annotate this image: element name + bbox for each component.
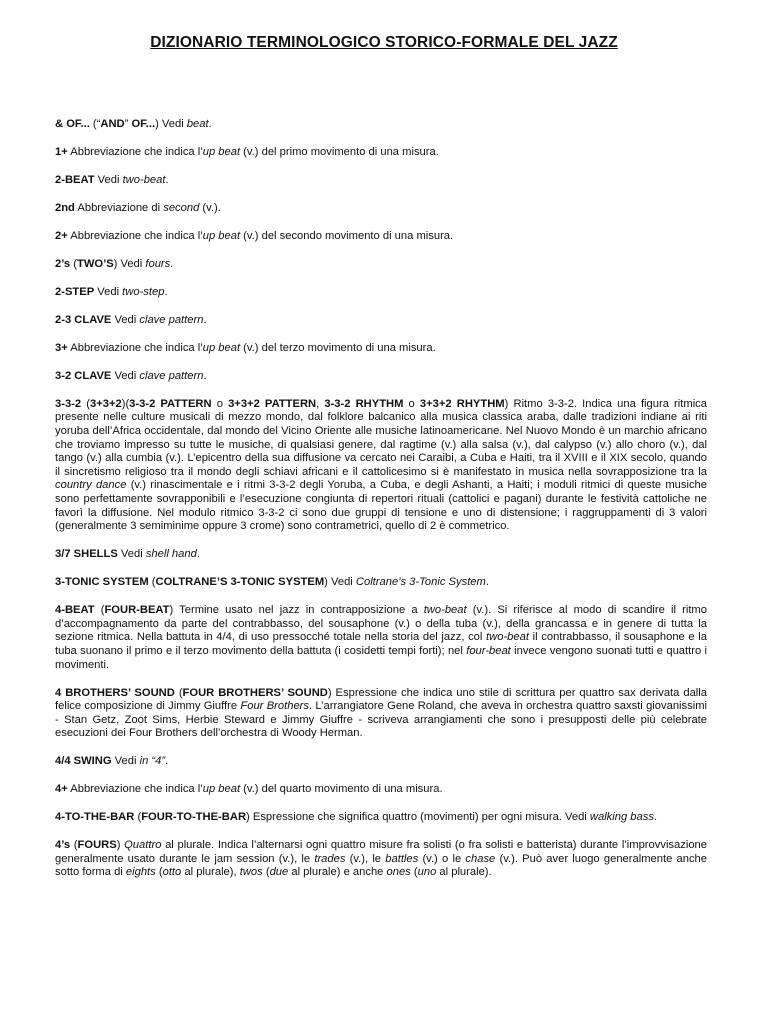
entry-reference: four-beat (466, 644, 511, 657)
entry-text: (v.) o le (418, 852, 466, 865)
entry-text: ( (410, 866, 418, 879)
entry-text: . (165, 755, 169, 768)
entry-term: 4+ (55, 783, 68, 796)
glossary-entry (55, 839, 707, 880)
entry-text: . (203, 369, 207, 382)
entry-reference: chase (465, 852, 496, 865)
entry-text: (v.) del terzo movimento di una misura. (240, 341, 436, 354)
glossary-entry (55, 576, 707, 590)
entry-term: FOURS (77, 839, 117, 852)
entry-term: 3-2 CLAVE (55, 369, 112, 382)
entry-term: 3-TONIC SYSTEM (55, 576, 149, 589)
entry-text: ( (155, 866, 163, 879)
glossary-entry (55, 118, 707, 132)
entry-term: 2+ (55, 229, 68, 242)
glossary-entry (55, 783, 707, 797)
entry-text: . (165, 173, 169, 186)
glossary-entry (55, 174, 707, 188)
entry-term: 2-STEP (55, 285, 95, 298)
entry-reference: up beat (202, 341, 241, 354)
entry-text: Abbreviazione che indica l’ (67, 229, 203, 242)
page-title: DIZIONARIO TERMINOLOGICO STORICO-FORMALE DEL JAZZ (150, 34, 618, 51)
entry-text: (v.) del primo movimento di una misura. (240, 145, 439, 158)
entry-reference: trades (314, 852, 346, 865)
glossary-entry (55, 342, 707, 356)
entry-text: ) Vedi (324, 576, 356, 589)
entry-term: 3+3+2 (89, 397, 122, 410)
entry-term: FOUR-BEAT (104, 604, 170, 617)
entry-reference: clave pattern (139, 369, 204, 382)
entry-text: . (203, 313, 207, 326)
entry-reference: ones (386, 866, 411, 879)
entry-text: Abbreviazione di (74, 201, 164, 214)
entry-text: (v.). Può aver luogo generalmente anche sotto forma di (55, 852, 707, 879)
entry-term: & OF... (55, 118, 90, 130)
entry-term: 3+3+2 RHYTHM (419, 397, 505, 410)
entry-text: ( (262, 866, 270, 879)
entry-reference: Coltrane’s 3-Tonic System (355, 576, 486, 589)
entry-reference: country dance (55, 479, 127, 492)
entry-text: Abbreviazione che indica l’ (67, 145, 203, 158)
entry-reference: beat (186, 118, 209, 130)
entry-text: ( (70, 257, 77, 270)
entry-term: OF... (131, 118, 156, 130)
entry-text: Vedi (111, 755, 140, 768)
entry-reference: walking bass (589, 811, 654, 824)
entry-reference: two-beat (122, 173, 166, 186)
glossary-entry (55, 258, 707, 272)
entry-text: Vedi (111, 369, 140, 382)
glossary-entry (55, 230, 707, 244)
entry-text: (v.) rinascimentale e i ritmi 3-3-2 degli Yoruba, a Cuba, e degli Ashanti, a Haiti; i moduli ritmici di queste musiche sono perfettamente sovrapponibili e l’esecuzione congiunta di repertori rituali (cattolici e pagani) durante le festività cattoliche ne favorì la diffusione. Nel modulo ritmico 3-3-2 ci sono due gruppi di tensione e uno di distensione; i raggruppamenti di 3 valori (generalmente 3 semiminime oppure 3 crome) sono contrametrici, quello di 2 è commetrico. (55, 479, 707, 533)
glossary-entry (55, 687, 707, 741)
entry-text: . (196, 548, 200, 561)
entry-term: FOUR BROTHERS’ SOUND (182, 686, 328, 699)
entry-text: ) Espressione che significa quattro (movimenti) per ogni misura. Vedi (246, 811, 590, 824)
entry-text: ” (124, 118, 132, 130)
entry-term: 2-3 CLAVE (55, 313, 112, 326)
entry-text: o (403, 397, 420, 410)
entry-reference: in “4” (139, 755, 166, 768)
entry-term: 4-BEAT (55, 604, 95, 617)
glossary-entry (55, 548, 707, 562)
entry-term: 3-3-2 RHYTHM (324, 397, 404, 410)
entry-reference: uno (417, 866, 437, 879)
entry-text: Vedi (94, 285, 123, 298)
entry-reference: fours (145, 257, 171, 270)
entry-reference: two-beat (486, 631, 529, 644)
entry-term: 1+ (55, 145, 68, 158)
entry-term: 3-3-2 PATTERN (129, 397, 212, 410)
entry-term: AND (100, 118, 125, 130)
entry-text: ( (70, 839, 78, 852)
glossary-entry (55, 314, 707, 328)
glossary-entry (55, 370, 707, 384)
entry-text: ( (174, 686, 183, 699)
entry-term: COLTRANE’S 3-TONIC SYSTEM (155, 576, 325, 589)
entry-term: 4/4 SWING (55, 755, 112, 768)
entry-text: ) Ritmo 3-3-2. Indica una figura ritmica presente nelle culture musicali di mezzo mondo, dal folklore balcanico alla musica classica araba, dalle tradizioni indiane ai riti yoruba dell’Africa occidentale, dal mondo del Vicino Oriente alle musiche latinoamericane. Nel Nuovo Mondo è un marchio africano che troviamo impresso su tutte le musiche, di qualsiasi genere, dal ragtime (v.) alla salsa (v.), dal calypso (v.) allo choro (v.), dal tango (v.) alla cumbia (v.). L’epicentro della sua diffusione va cercato nei Caraibi, a Cuba e Haiti, tra il XVIII e il XIX secolo, quando il sincretismo religioso tra il mondo degli schiavi africani e il cattolicesimo si è manifestato in musica nella sovrapposizione tra la (55, 397, 707, 478)
glossary-entry (55, 604, 707, 672)
entry-text: . (208, 118, 212, 130)
entry-term: 2-BEAT (55, 173, 95, 186)
entry-term: TWO’S (76, 257, 114, 270)
entry-text: . (653, 811, 658, 824)
entry-reference: up beat (202, 145, 241, 158)
entry-reference: Four Brothers (240, 700, 309, 713)
glossary-entry (55, 202, 707, 216)
entry-text: ( (94, 604, 105, 617)
entry-term: 4’s (55, 839, 71, 852)
entry-text: al plurale). (436, 866, 492, 879)
glossary-entry (55, 286, 707, 300)
entry-reference: up beat (202, 783, 241, 796)
entry-text: al plurale. Indica l’alternarsi ogni quattro misure fra solisti (o fra solisti e batterista) durante l’improvvisazione generalmente usato durante le jam session (v.), le (55, 839, 707, 865)
entry-list (55, 118, 707, 894)
entry-reference: due (269, 866, 289, 879)
entry-text: (v.) del quarto movimento di una misura. (240, 783, 443, 796)
entry-text: Vedi (94, 173, 123, 186)
entry-text: al plurale) e anche (288, 866, 387, 879)
entry-reference: up beat (202, 229, 241, 242)
entry-reference: second (163, 201, 200, 214)
entry-reference: eights (125, 866, 156, 879)
entry-text: (“ (89, 118, 101, 130)
entry-text: invece vengono suonati tutti e quattro i movimenti. (55, 644, 708, 671)
entry-text: Abbreviazione che indica l’ (67, 341, 203, 354)
glossary-entry (55, 398, 707, 534)
glossary-entry (55, 146, 707, 160)
entry-term: 3+ (55, 341, 68, 354)
entry-term: 4-TO-THE-BAR (55, 811, 135, 824)
entry-text: . (485, 576, 489, 589)
entry-text: ) Termine usato nel jazz in contrapposizione a (169, 604, 424, 617)
entry-term: 4 BROTHERS’ SOUND (55, 686, 175, 699)
entry-reference: clave pattern (139, 313, 204, 326)
entry-term: FOUR-TO-THE-BAR (141, 811, 247, 824)
entry-text: (v.). Si riferisce al modo di scandire il ritmo d’accompagnamento da parte del contrabbasso, del sousaphone (v.) o della tuba (v.), della grancassa e in genere di tutta la sezione ritmica. Nella battuta in 4/4, di uso pressocché totale nella storia del jazz, col (55, 604, 707, 644)
entry-reference: otto (162, 866, 182, 879)
entry-text: Vedi (111, 313, 140, 326)
entry-reference: twos (239, 866, 263, 879)
entry-reference: two-step (122, 285, 165, 298)
entry-reference: battles (385, 852, 419, 865)
entry-text: Abbreviazione che indica l’ (67, 783, 203, 796)
entry-text: Vedi (117, 548, 146, 561)
entry-text: ( (81, 397, 90, 410)
entry-text: ) (116, 839, 125, 852)
entry-text: , (316, 397, 325, 410)
entry-term: 2nd (55, 201, 75, 214)
entry-term: 3/7 SHELLS (55, 548, 118, 561)
entry-text: ( (148, 576, 156, 589)
entry-term: 3-3-2 (55, 397, 82, 410)
entry-text: o (211, 397, 229, 410)
glossary-entry (55, 811, 707, 825)
entry-text: ) Vedi (113, 257, 146, 270)
entry-reference: Quattro (124, 839, 162, 852)
entry-term: 3+3+2 PATTERN (228, 397, 317, 410)
entry-text: . L’arrangiatore Gene Roland, che aveva in orchestra quattro saxsti giovanissimi - Stan Getz, Zoot Sims, Herbie Steward e Jimmy Giuffre - scriveva arrangiamenti che sono i presupposti delle più celebrate esecuzioni dei Four Brothers dell’orchestra di Woody Herman. (55, 700, 708, 740)
entry-reference: shell hand (145, 548, 197, 561)
entry-text: (v.). (199, 201, 221, 214)
entry-text: (v.) del secondo movimento di una misura. (240, 229, 454, 242)
entry-text: . (164, 285, 168, 298)
entry-text: ) Espressione che indica uno stile di scrittura per quattro sax derivata dalla felice composizione di Jimmy Giuffre (55, 686, 707, 713)
entry-term: 2’s (55, 257, 71, 270)
entry-text: ( (134, 811, 142, 824)
entry-reference: two-beat (423, 604, 467, 617)
glossary-entry (55, 755, 707, 769)
entry-text: il contrabbasso, il sousaphone e la tuba suonano il primo e il terzo movimento della battuta (i cosidetti tempi forti); nel (55, 631, 708, 657)
entry-text: (v.), le (345, 852, 386, 865)
entry-text: ) Vedi (155, 118, 187, 130)
entry-text: )( (121, 397, 130, 410)
entry-text: al plurale), (181, 866, 240, 879)
entry-text: . (170, 257, 174, 270)
